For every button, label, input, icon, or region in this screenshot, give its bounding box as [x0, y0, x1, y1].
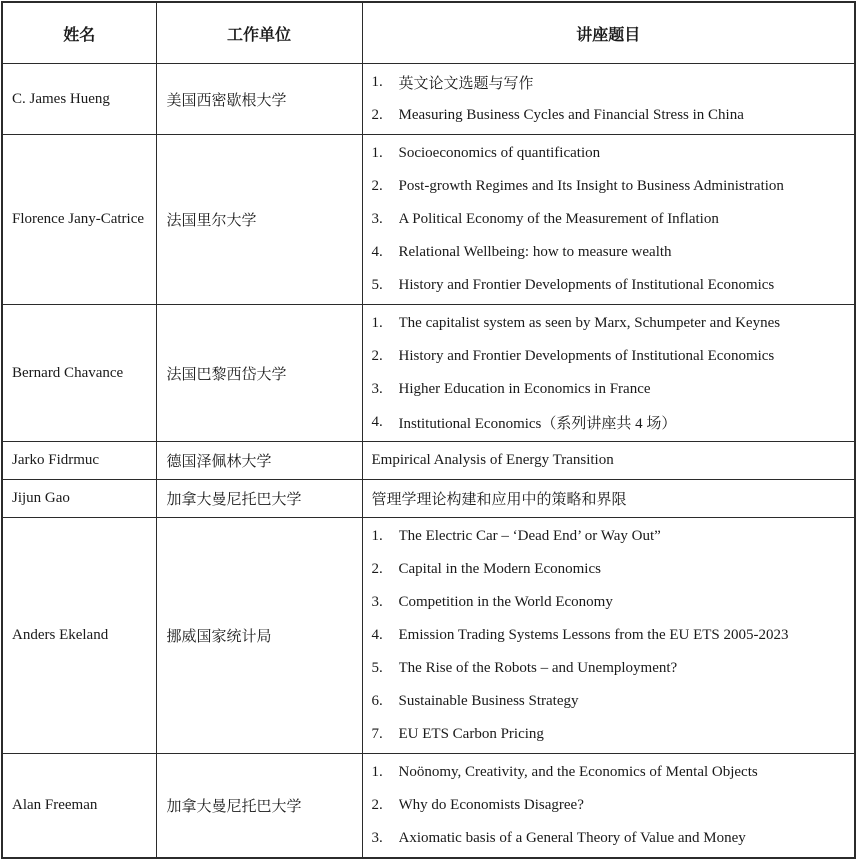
table-row: [2, 442, 855, 480]
lecture-title: The Rise of the Robots – and Unemployment?: [398, 660, 678, 676]
lecture-item: [372, 652, 851, 685]
lecture-topics-cell: [362, 305, 855, 442]
table-row: [2, 754, 855, 859]
lecture-item: [372, 137, 851, 170]
lecture-title: Noönomy, Creativity, and the Economics of Mental Objects: [398, 764, 758, 780]
lecture-number: 1.: [371, 764, 383, 780]
lecture-title: Higher Education in Economics in France: [398, 381, 651, 397]
lecture-list: [372, 756, 851, 855]
lecture-title: The Electric Car – ‘Dead End’ or Way Out”: [398, 528, 661, 544]
lecture-item: [372, 718, 851, 751]
speaker-name-cell: Bernard Chavance: [2, 305, 156, 442]
lecture-number: 3.: [371, 830, 383, 846]
lecture-list: [372, 520, 851, 751]
lecture-number: 1.: [371, 145, 383, 161]
lecture-item: [372, 340, 851, 373]
lecture-title: 英文论文选题与写作: [398, 76, 534, 92]
lecture-title: History and Frontier Developments of Institutional Economics: [398, 348, 775, 364]
speaker-name-cell: Florence Jany-Catrice: [2, 135, 156, 305]
lecture-title: Sustainable Business Strategy: [398, 693, 579, 709]
header-cell-lecture-topics: 讲座题目: [362, 2, 855, 64]
affiliation-cell: 法国巴黎西岱大学: [156, 305, 362, 442]
lecture-item: [372, 685, 851, 718]
table-row: [2, 480, 855, 518]
lecture-item: [372, 99, 851, 132]
lecture-title: Why do Economists Disagree?: [398, 797, 584, 813]
lecture-number: 3.: [371, 594, 383, 610]
lecture-number: 4.: [371, 244, 383, 260]
lecture-number: 3.: [371, 381, 383, 397]
lecture-title: Capital in the Modern Economics: [398, 561, 601, 577]
lecture-number: 1.: [371, 315, 383, 331]
lecture-number: 7.: [371, 726, 383, 742]
lecture-list: [372, 444, 851, 477]
lecture-schedule-table: [1, 1, 856, 859]
lecture-title: Axiomatic basis of a General Theory of Value and Money: [398, 830, 746, 846]
lecture-item: [372, 406, 851, 439]
lecture-title: A Political Economy of the Measurement of Inflation: [398, 211, 719, 227]
lecture-item: [372, 444, 851, 477]
lecture-item: [372, 619, 851, 652]
lecture-number: 5.: [371, 277, 383, 293]
lecture-number: 6.: [371, 693, 383, 709]
lecture-item: [372, 822, 851, 855]
lecture-number: 4.: [371, 414, 383, 430]
lecture-item: [372, 66, 851, 99]
lecture-list: [372, 137, 851, 302]
table-row: [2, 64, 855, 135]
lecture-number: 2.: [371, 797, 383, 813]
lecture-number: 4.: [371, 627, 383, 643]
lecture-item: [372, 170, 851, 203]
lecture-number: 3.: [371, 211, 383, 227]
speaker-name-cell: C. James Hueng: [2, 64, 156, 135]
lecture-title: Empirical Analysis of Energy Transition: [371, 452, 614, 468]
table-row: [2, 305, 855, 442]
affiliation-cell: 法国里尔大学: [156, 135, 362, 305]
speaker-name-cell: Anders Ekeland: [2, 518, 156, 754]
lecture-list: [372, 307, 851, 439]
lecture-title: The capitalist system as seen by Marx, Schumpeter and Keynes: [398, 315, 781, 331]
lecture-number: 5.: [371, 660, 383, 676]
lecture-list: [372, 482, 851, 515]
lecture-title: EU ETS Carbon Pricing: [398, 726, 544, 742]
lecture-number: 1.: [371, 74, 383, 90]
header-cell-affiliation: 工作单位: [156, 2, 362, 64]
lecture-item: [372, 756, 851, 789]
lecture-topics-cell: [362, 480, 855, 518]
affiliation-cell: 加拿大曼尼托巴大学: [156, 480, 362, 518]
lecture-title: Socioeconomics of quantification: [398, 145, 601, 161]
speaker-name-cell: Jijun Gao: [2, 480, 156, 518]
table-row: [2, 518, 855, 754]
lecture-item: [372, 373, 851, 406]
lecture-title: Relational Wellbeing: how to measure wealth: [398, 244, 672, 260]
lecture-item: [372, 520, 851, 553]
lecture-item: [372, 236, 851, 269]
lecture-title: Institutional Economics（系列讲座共 4 场）: [398, 416, 677, 432]
speaker-name-cell: Alan Freeman: [2, 754, 156, 859]
header-cell-name: 姓名: [2, 2, 156, 64]
lecture-number: 2.: [371, 561, 383, 577]
affiliation-cell: 德国泽佩林大学: [156, 442, 362, 480]
affiliation-cell: 加拿大曼尼托巴大学: [156, 754, 362, 859]
table-row: [2, 135, 855, 305]
lecture-title: History and Frontier Developments of Institutional Economics: [398, 277, 775, 293]
lecture-item: [372, 789, 851, 822]
speaker-name-cell: Jarko Fidrmuc: [2, 442, 156, 480]
lecture-item: [372, 482, 851, 515]
lecture-item: [372, 586, 851, 619]
lecture-number: 1.: [371, 528, 383, 544]
lecture-topics-cell: [362, 135, 855, 305]
affiliation-cell: 美国西密歇根大学: [156, 64, 362, 135]
lecture-number: 2.: [371, 107, 383, 123]
lecture-topics-cell: [362, 442, 855, 480]
lecture-item: [372, 307, 851, 340]
affiliation-cell: 挪威国家统计局: [156, 518, 362, 754]
lecture-item: [372, 269, 851, 302]
lecture-title: Post-growth Regimes and Its Insight to Business Administration: [398, 178, 784, 194]
table-header-row: [2, 2, 855, 64]
lecture-topics-cell: [362, 64, 855, 135]
lecture-title: Competition in the World Economy: [398, 594, 613, 610]
lecture-title: 管理学理论构建和应用中的策略和界限: [371, 492, 627, 508]
lecture-title: Measuring Business Cycles and Financial Stress in China: [398, 107, 744, 123]
lecture-topics-cell: [362, 518, 855, 754]
lecture-number: 2.: [371, 178, 383, 194]
lecture-topics-cell: [362, 754, 855, 859]
lecture-item: [372, 553, 851, 586]
lecture-list: [372, 66, 851, 132]
lecture-title: Emission Trading Systems Lessons from the EU ETS 2005-2023: [398, 627, 789, 643]
lecture-number: 2.: [371, 348, 383, 364]
lecture-item: [372, 203, 851, 236]
